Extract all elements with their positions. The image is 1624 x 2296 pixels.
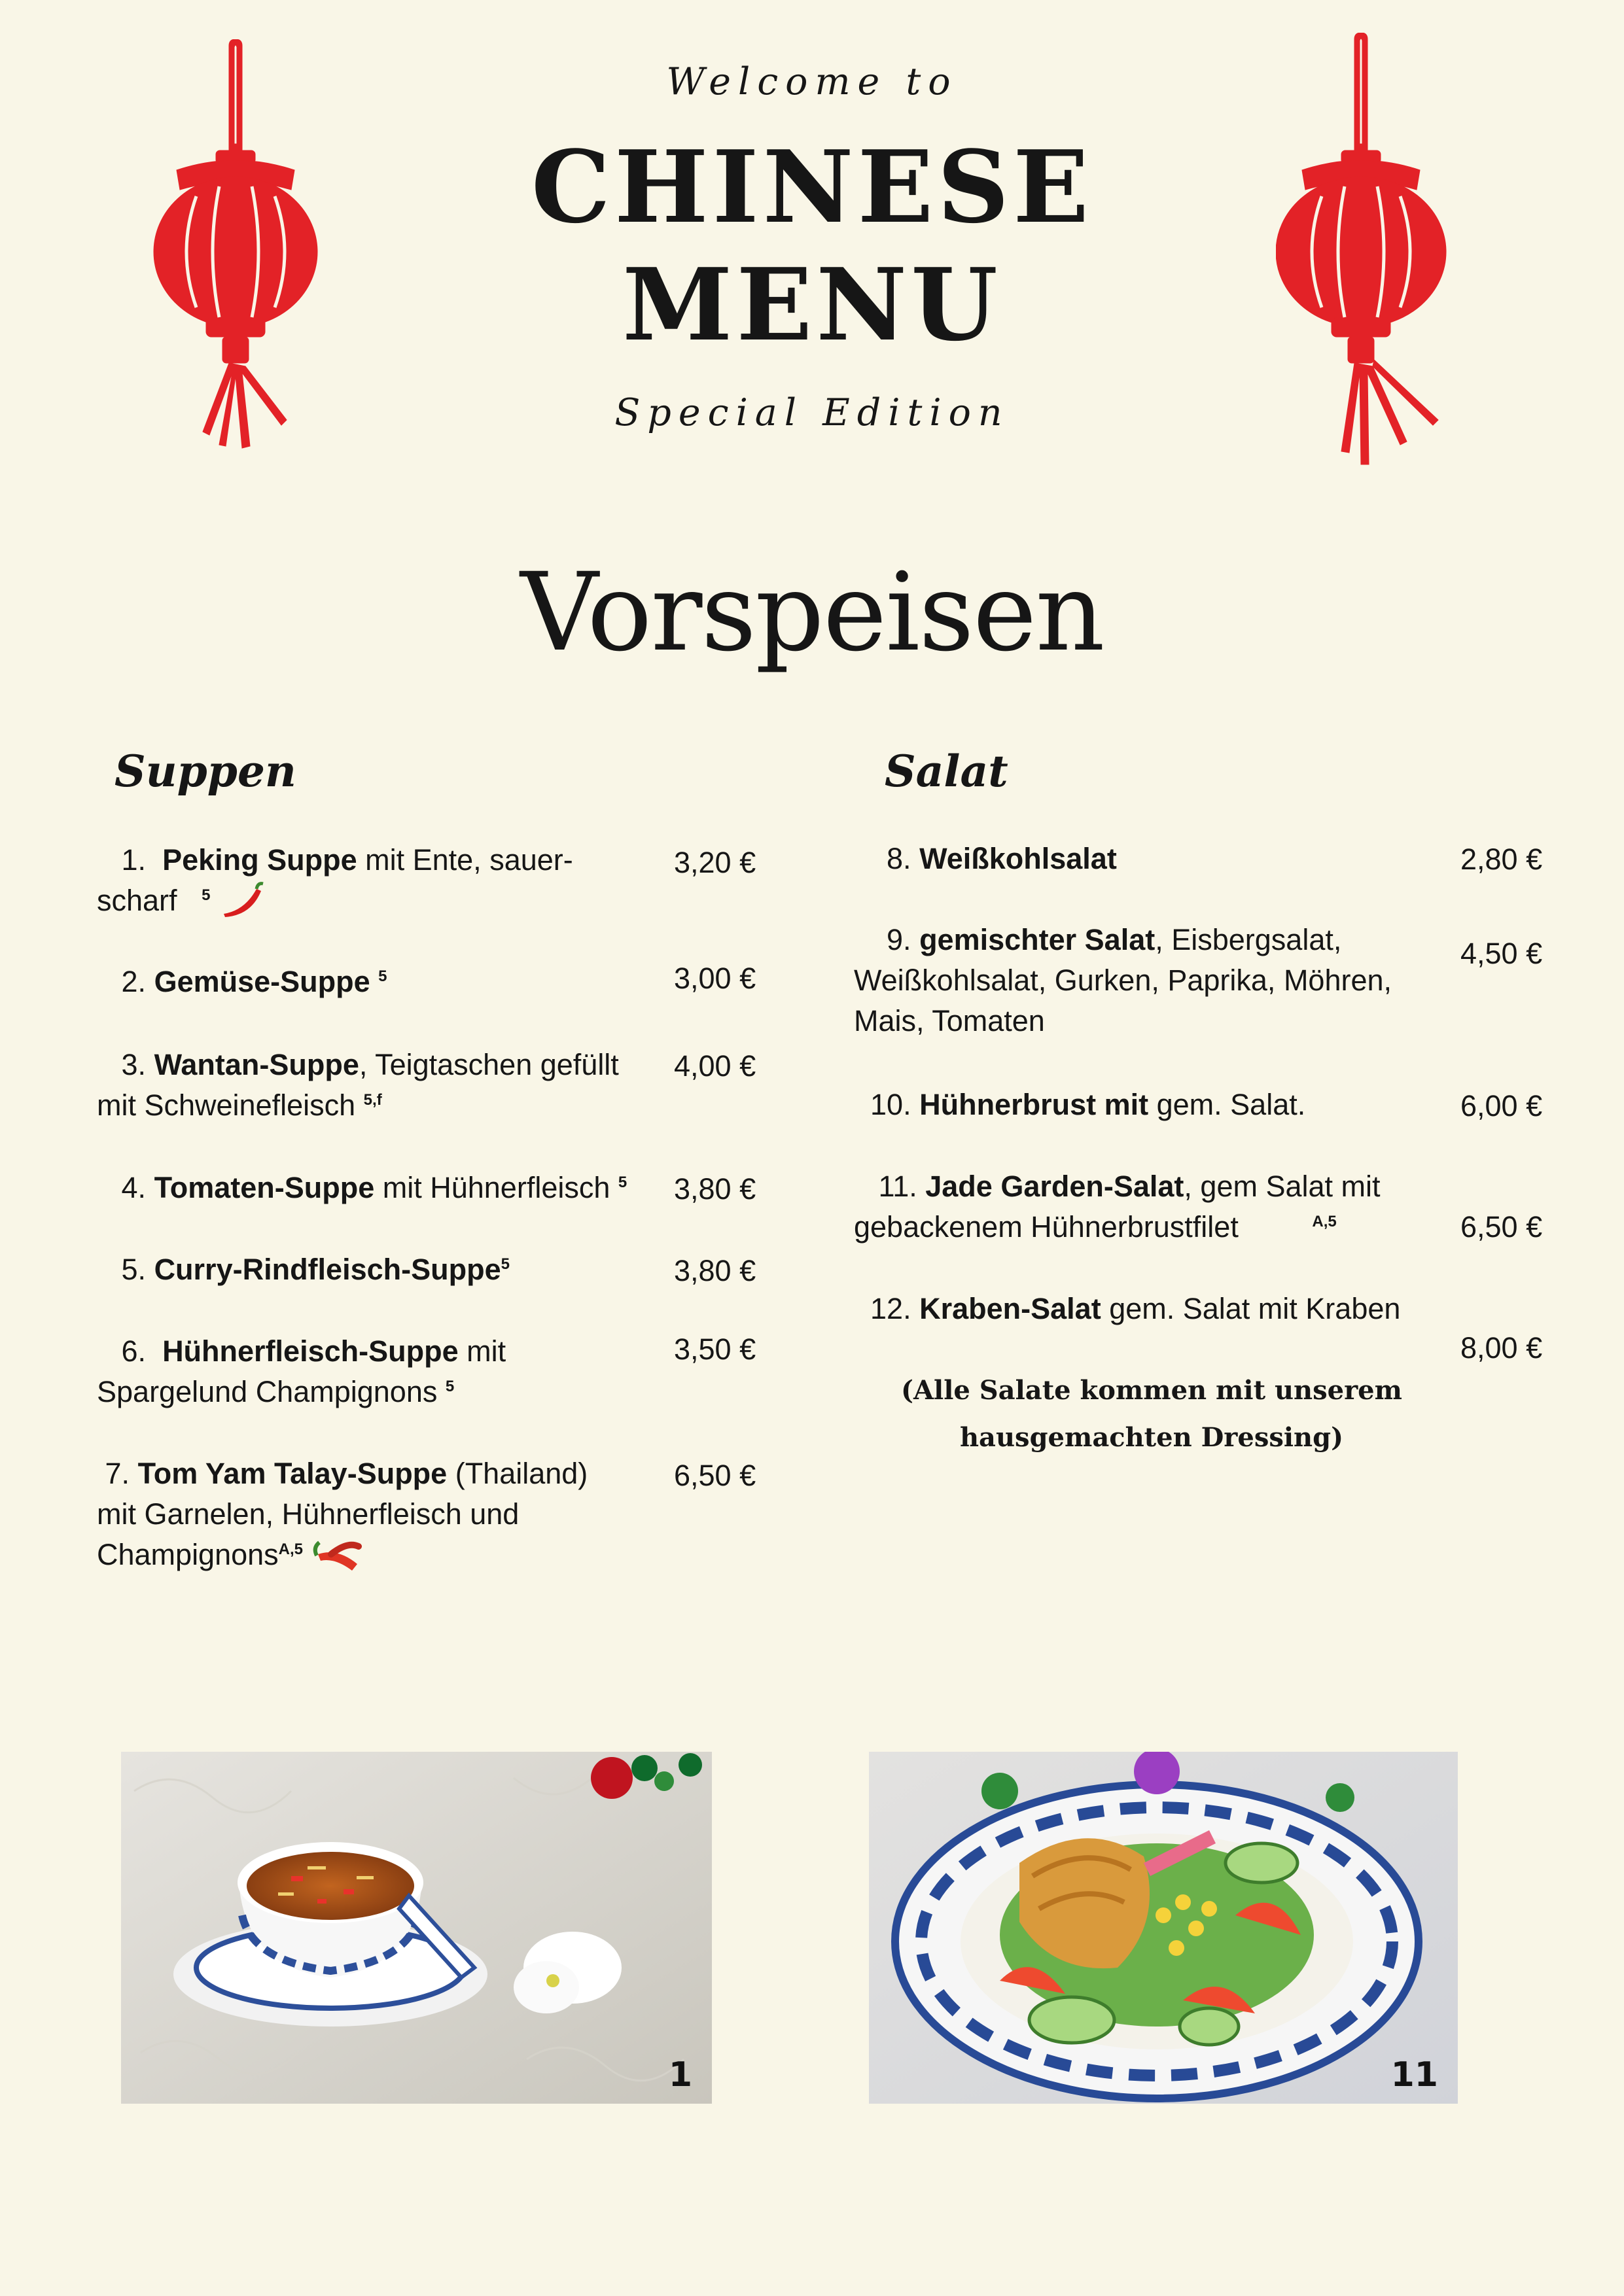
salad-plate-image	[869, 1752, 1458, 2104]
note-line-2: hausgemachten Dressing)	[959, 1422, 1344, 1453]
item-number: 4.	[121, 1171, 147, 1204]
salad-item-9	[854, 920, 1443, 1041]
item-number: 5.	[121, 1253, 147, 1286]
item-desc-line2: mit Schweinefleisch	[97, 1088, 356, 1122]
salad-photo	[869, 1752, 1458, 2104]
item-name: gemischter Salat	[919, 923, 1156, 956]
title-line-1: CHINESE	[531, 128, 1093, 245]
soup-item-1	[97, 840, 673, 921]
soup-price-4: 3,80 €	[674, 1172, 756, 1206]
item-desc: , Eisbergsalat,	[1155, 923, 1342, 956]
allergen-code: 5	[445, 1378, 455, 1395]
item-name: Curry-Rindfleisch-Suppe	[154, 1253, 501, 1286]
salad-price-10: 6,00 €	[1460, 1089, 1543, 1122]
welcome-text: Welcome to	[666, 60, 958, 103]
allergen-code: A,5	[1312, 1213, 1337, 1230]
item-number: 6.	[121, 1334, 147, 1368]
item-desc-line2: mit Garnelen, Hühnerfleisch und	[97, 1497, 520, 1531]
item-name: Tomaten-Suppe	[154, 1171, 375, 1204]
item-desc-line3: Champignons	[97, 1538, 279, 1571]
item-desc-line3: Mais, Tomaten	[854, 1004, 1045, 1037]
allergen-code: 5	[378, 967, 387, 985]
item-desc: gem. Salat mit Kraben	[1101, 1292, 1401, 1325]
soup-item-3	[97, 1045, 673, 1126]
allergen-code: 5	[501, 1255, 510, 1273]
soup-item-7	[97, 1453, 673, 1575]
photo-label: 11	[1390, 2055, 1438, 2095]
soup-item-2	[97, 962, 673, 1002]
item-number: 1.	[121, 843, 147, 877]
soup-item-5	[97, 1249, 673, 1290]
allergen-code: 5	[202, 886, 211, 904]
soup-price-2: 3,00 €	[674, 962, 756, 995]
item-name: Peking Suppe	[162, 843, 357, 877]
item-desc-line2: gebackenem Hühnerbrustfilet	[854, 1210, 1239, 1244]
allergen-code: 5	[618, 1174, 627, 1191]
item-name: Wantan-Suppe	[154, 1048, 359, 1081]
section-title: Vorspeisen	[520, 549, 1104, 675]
soup-price-6: 3,50 €	[674, 1332, 756, 1366]
salad-price-9: 4,50 €	[1460, 937, 1543, 970]
salad-price-8: 2,80 €	[1460, 843, 1543, 876]
item-desc: mit Ente, sauer-	[357, 843, 573, 877]
allergen-code: 5,f	[363, 1091, 382, 1109]
lantern-left-icon	[150, 39, 347, 464]
suppen-heading: Suppen	[115, 746, 296, 797]
soup-price-5: 3,80 €	[674, 1254, 756, 1287]
edition-text: Special Edition	[614, 391, 1010, 434]
item-name: Gemüse-Suppe	[154, 965, 370, 998]
salad-item-11	[854, 1166, 1443, 1247]
item-number: 9.	[887, 923, 911, 956]
item-desc: (Thailand)	[447, 1457, 588, 1490]
soup-price-7: 6,50 €	[674, 1459, 756, 1492]
salad-price-11: 6,50 €	[1460, 1210, 1543, 1244]
item-number: 2.	[121, 965, 147, 998]
soup-item-4	[97, 1168, 673, 1208]
salad-item-10	[854, 1085, 1443, 1125]
item-desc: , Teigtaschen gefüllt	[359, 1048, 619, 1081]
item-name: Hühnerfleisch-Suppe	[162, 1334, 459, 1368]
item-desc-line2: Spargelund Champignons	[97, 1375, 438, 1408]
chili-icon	[219, 881, 264, 917]
item-name: Weißkohlsalat	[919, 842, 1117, 875]
item-name: Jade Garden-Salat	[925, 1170, 1184, 1203]
lantern-right-icon	[1276, 33, 1472, 471]
item-name: Tom Yam Talay-Suppe	[137, 1457, 448, 1490]
soup-price-3: 4,00 €	[674, 1049, 756, 1083]
item-number: 11.	[878, 1170, 917, 1203]
item-desc: mit	[458, 1334, 506, 1368]
item-desc: mit Hühnerfleisch	[374, 1171, 610, 1204]
item-desc-line2: Weißkohlsalat, Gurken, Paprika, Möhren,	[854, 964, 1392, 997]
title-line-2: MENU	[622, 246, 1002, 363]
salat-heading: Salat	[885, 746, 1008, 797]
item-desc-line2: scharf	[97, 884, 177, 917]
allergen-code: A,5	[278, 1540, 304, 1558]
item-number: 3.	[121, 1048, 147, 1081]
photo-label: 1	[668, 2055, 692, 2095]
soup-item-6	[97, 1331, 673, 1412]
salad-item-12	[854, 1289, 1443, 1329]
item-name: Kraben-Salat	[919, 1292, 1101, 1325]
soup-price-1: 3,20 €	[674, 846, 756, 879]
dressing-note	[890, 1367, 1413, 1461]
chili-icon	[311, 1535, 364, 1574]
salad-price-12: 8,00 €	[1460, 1331, 1543, 1365]
soup-photo	[121, 1752, 712, 2104]
note-line-1: (Alle Salate kommen mit unserem	[901, 1375, 1402, 1406]
item-number: 8.	[887, 842, 911, 875]
item-name: Hühnerbrust mit	[919, 1088, 1149, 1121]
soup-bowl-image	[121, 1752, 712, 2104]
item-number: 7.	[105, 1457, 130, 1490]
item-number: 12.	[870, 1292, 911, 1325]
item-desc: gem. Salat.	[1148, 1088, 1306, 1121]
item-number: 10.	[870, 1088, 911, 1121]
salad-item-8	[854, 839, 1443, 879]
item-desc: , gem Salat mit	[1184, 1170, 1381, 1203]
